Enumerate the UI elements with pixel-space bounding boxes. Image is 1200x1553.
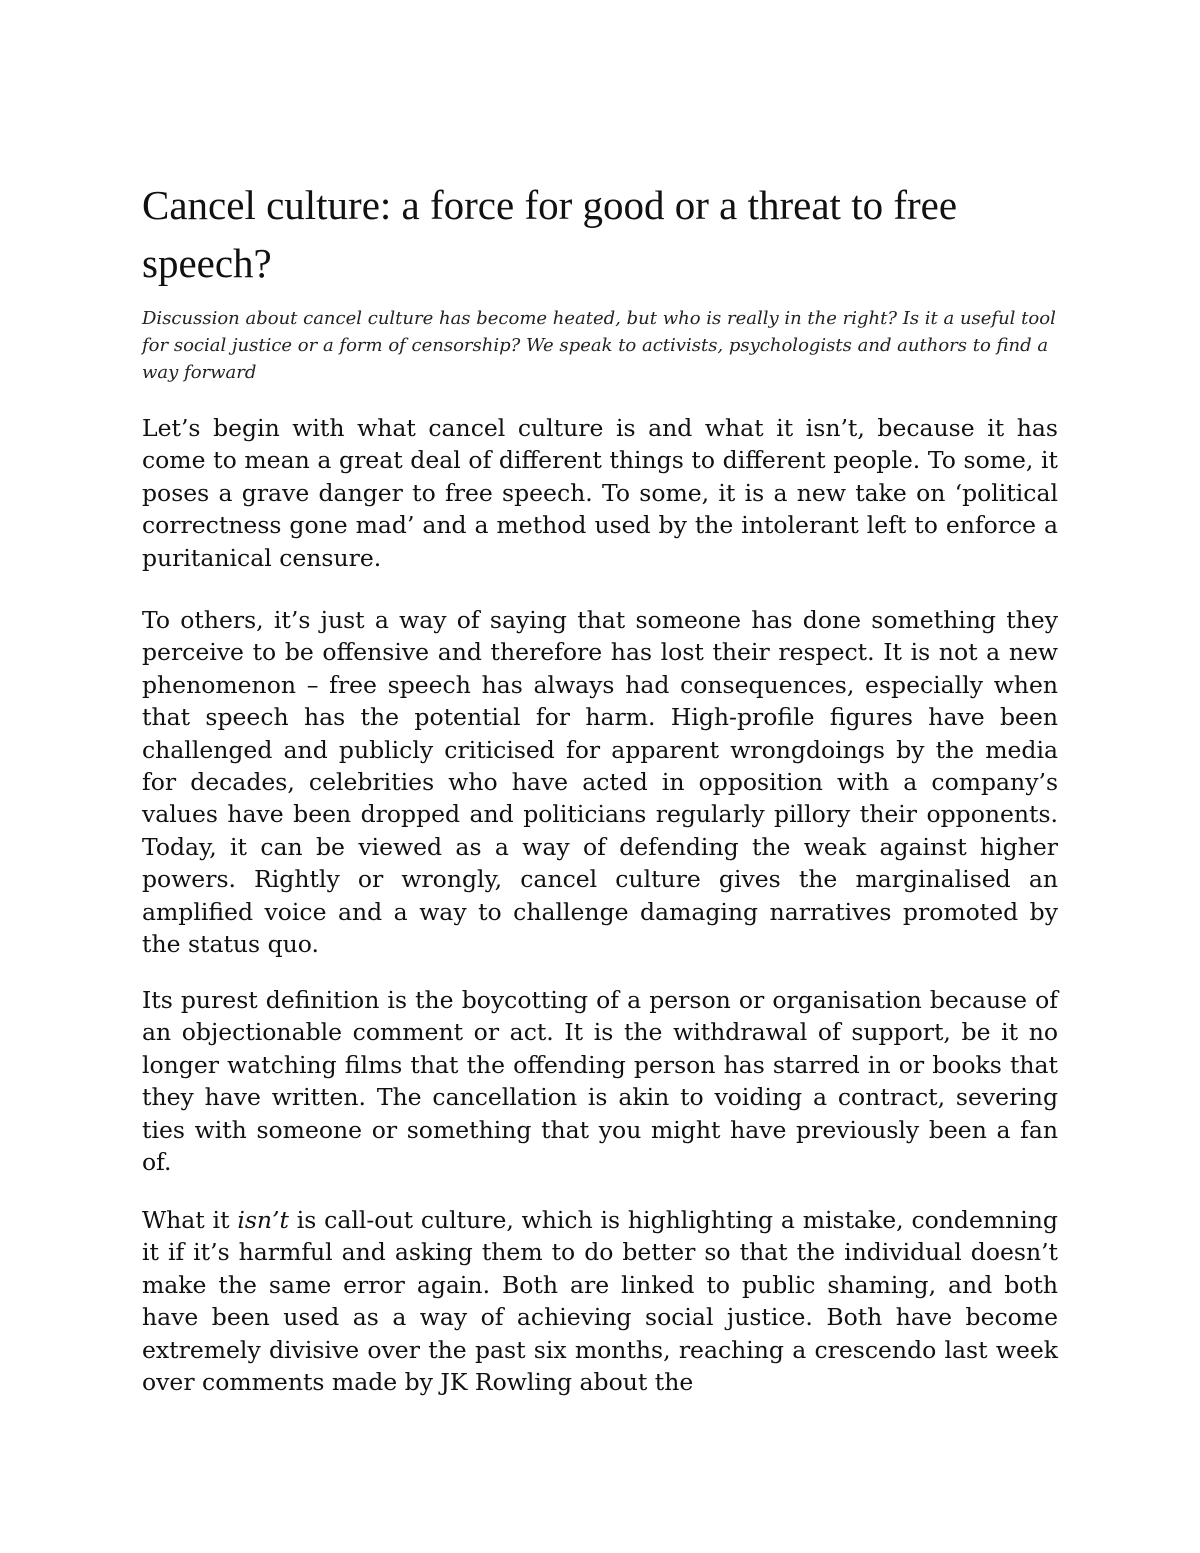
article-standfirst: Discussion about cancel culture has become heated, but who is really in the right? Is it a useful tool for social justice or a form of censorship? We speak to activists, psychologists and authors to find a way forward [142, 308, 1056, 383]
paragraph-3: Its purest definition is the boycotting of a person or organisation because of an objectionable comment or act. It is the withdrawal of support, be it no longer watching films that the offending person has starred in or books that they have written. The cancellation is akin to voiding a contract, severing ties with someone or something that you might have previously been a fan of. [142, 986, 1058, 1177]
paragraph-2: To others, it’s just a way of saying that someone has done something they perceive to be offensive and therefore has lost their respect. It is not a new phenomenon – free speech has always had consequences, especially when that speech has the potential for harm. High-profile figures have been challenged and publicly criticised for apparent wrongdoings by the media for decades, celebrities who have acted in opposition with a company’s values have been dropped and politicians regularly pillory their opponents. Today, it can be viewed as a way of defending the weak against higher powers. Rightly or wrongly, cancel culture gives the marginalised an amplified voice and a way to challenge damaging narratives promoted by the status quo. [142, 606, 1058, 959]
paragraph-1: Let’s begin with what cancel culture is and what it isn’t, because it has come to mean a great deal of different things to different people. To some, it poses a grave danger to free speech. To some, it is a new take on ‘political correctness gone mad’ and a method used by the intolerant left to enforce a puritanical censure. [142, 414, 1058, 572]
article-title: Cancel culture: a force for good or a threat to free speech? [142, 182, 958, 286]
paragraph-4-rest: is call-out culture, which is highlighting a mistake, condemning it if it’s harmful and asking them to do better so that the individual doesn’t make the same error again. Both are linked to public shaming, and both have been used as a way of achieving social justice. Both have become extremely divisive over the past six months, reaching a crescendo last week over comments made by JK Rowling about the [142, 1206, 1058, 1397]
paragraph-4 [142, 1204, 1058, 1398]
paragraph-4-lead: What it [142, 1206, 238, 1234]
paragraph-4-emphasis: isn’t [237, 1206, 289, 1234]
